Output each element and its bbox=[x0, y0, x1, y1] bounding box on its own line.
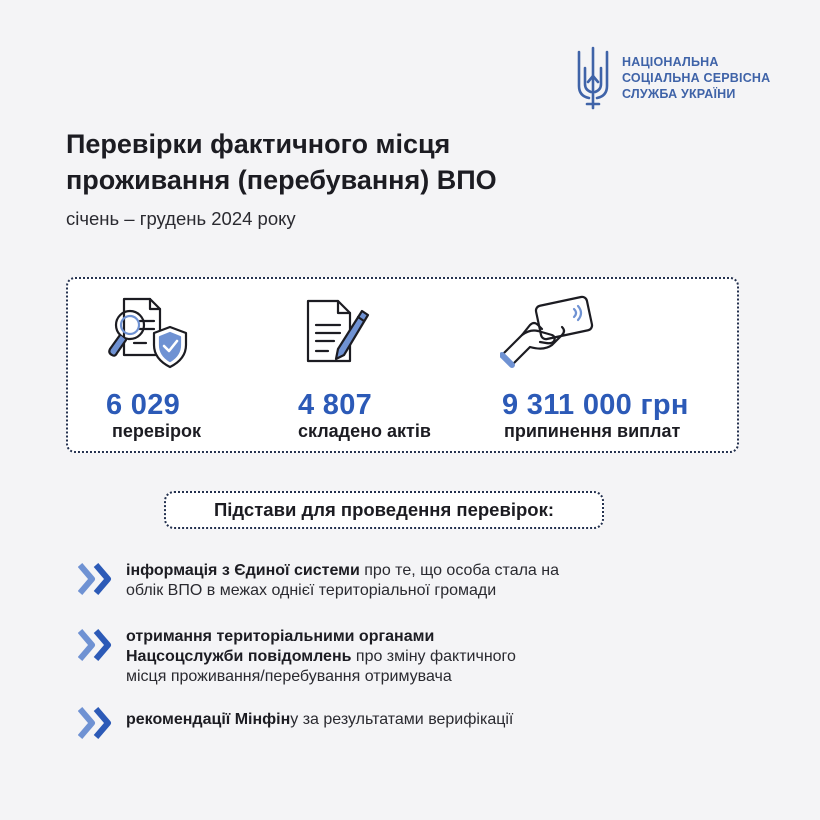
stat-value: 6 029 bbox=[106, 389, 181, 421]
stat-label: перевірок bbox=[112, 421, 201, 441]
title-line: Перевірки фактичного місця bbox=[66, 129, 451, 159]
reason-bold: Нацсоцслужби повідомлень bbox=[126, 648, 352, 665]
reason-text bbox=[126, 710, 513, 730]
period-subtitle: січень – грудень 2024 року bbox=[66, 208, 296, 229]
nssu-logo bbox=[574, 46, 770, 110]
reason-text bbox=[126, 561, 559, 601]
reason-rest: про те, що особа стала на bbox=[359, 562, 560, 579]
reason-text bbox=[126, 627, 516, 687]
stat-payments bbox=[500, 295, 689, 441]
magnifier-document-shield-icon bbox=[104, 295, 194, 371]
stat-value: 9 311 000 грн bbox=[502, 389, 689, 421]
document-signing-pen-icon bbox=[298, 295, 378, 371]
logo-text bbox=[622, 54, 770, 102]
trident-emblem-icon bbox=[574, 46, 612, 110]
reason-bold: отримання територіальними органами bbox=[126, 628, 435, 645]
basis-heading: Підстави для проведення перевірок: bbox=[164, 491, 604, 529]
hand-holding-card-icon bbox=[500, 295, 600, 371]
title-line: проживання (перебування) ВПО bbox=[66, 165, 497, 195]
double-chevron-icon bbox=[78, 563, 116, 595]
stat-label: припинення виплат bbox=[504, 421, 681, 441]
logo-line: СОЦІАЛЬНА СЕРВІСНА bbox=[622, 71, 771, 85]
reason-rest: у за результатами верифікації bbox=[290, 711, 514, 728]
stat-label: складено актів bbox=[298, 421, 431, 441]
logo-line: НАЦІОНАЛЬНА bbox=[622, 55, 719, 69]
reason-item bbox=[78, 561, 559, 601]
stats-panel bbox=[66, 277, 739, 453]
logo-line: СЛУЖБА УКРАЇНИ bbox=[622, 87, 736, 101]
reason-line: облік ВПО в межах однієї територіальної громади bbox=[126, 582, 497, 599]
page-title bbox=[66, 126, 497, 198]
reason-item bbox=[78, 627, 516, 687]
stat-checks bbox=[104, 295, 201, 441]
stat-value: 4 807 bbox=[298, 389, 373, 421]
double-chevron-icon bbox=[78, 629, 116, 661]
reason-rest: про зміну фактичного bbox=[351, 648, 516, 665]
reason-line: місця проживання/перебування отримувача bbox=[126, 668, 452, 685]
double-chevron-icon bbox=[78, 707, 116, 739]
reason-bold: інформація з Єдиної системи bbox=[126, 562, 360, 579]
reason-item bbox=[78, 705, 513, 739]
reason-bold: рекомендації Мінфін bbox=[126, 711, 291, 728]
stat-acts bbox=[298, 295, 431, 441]
